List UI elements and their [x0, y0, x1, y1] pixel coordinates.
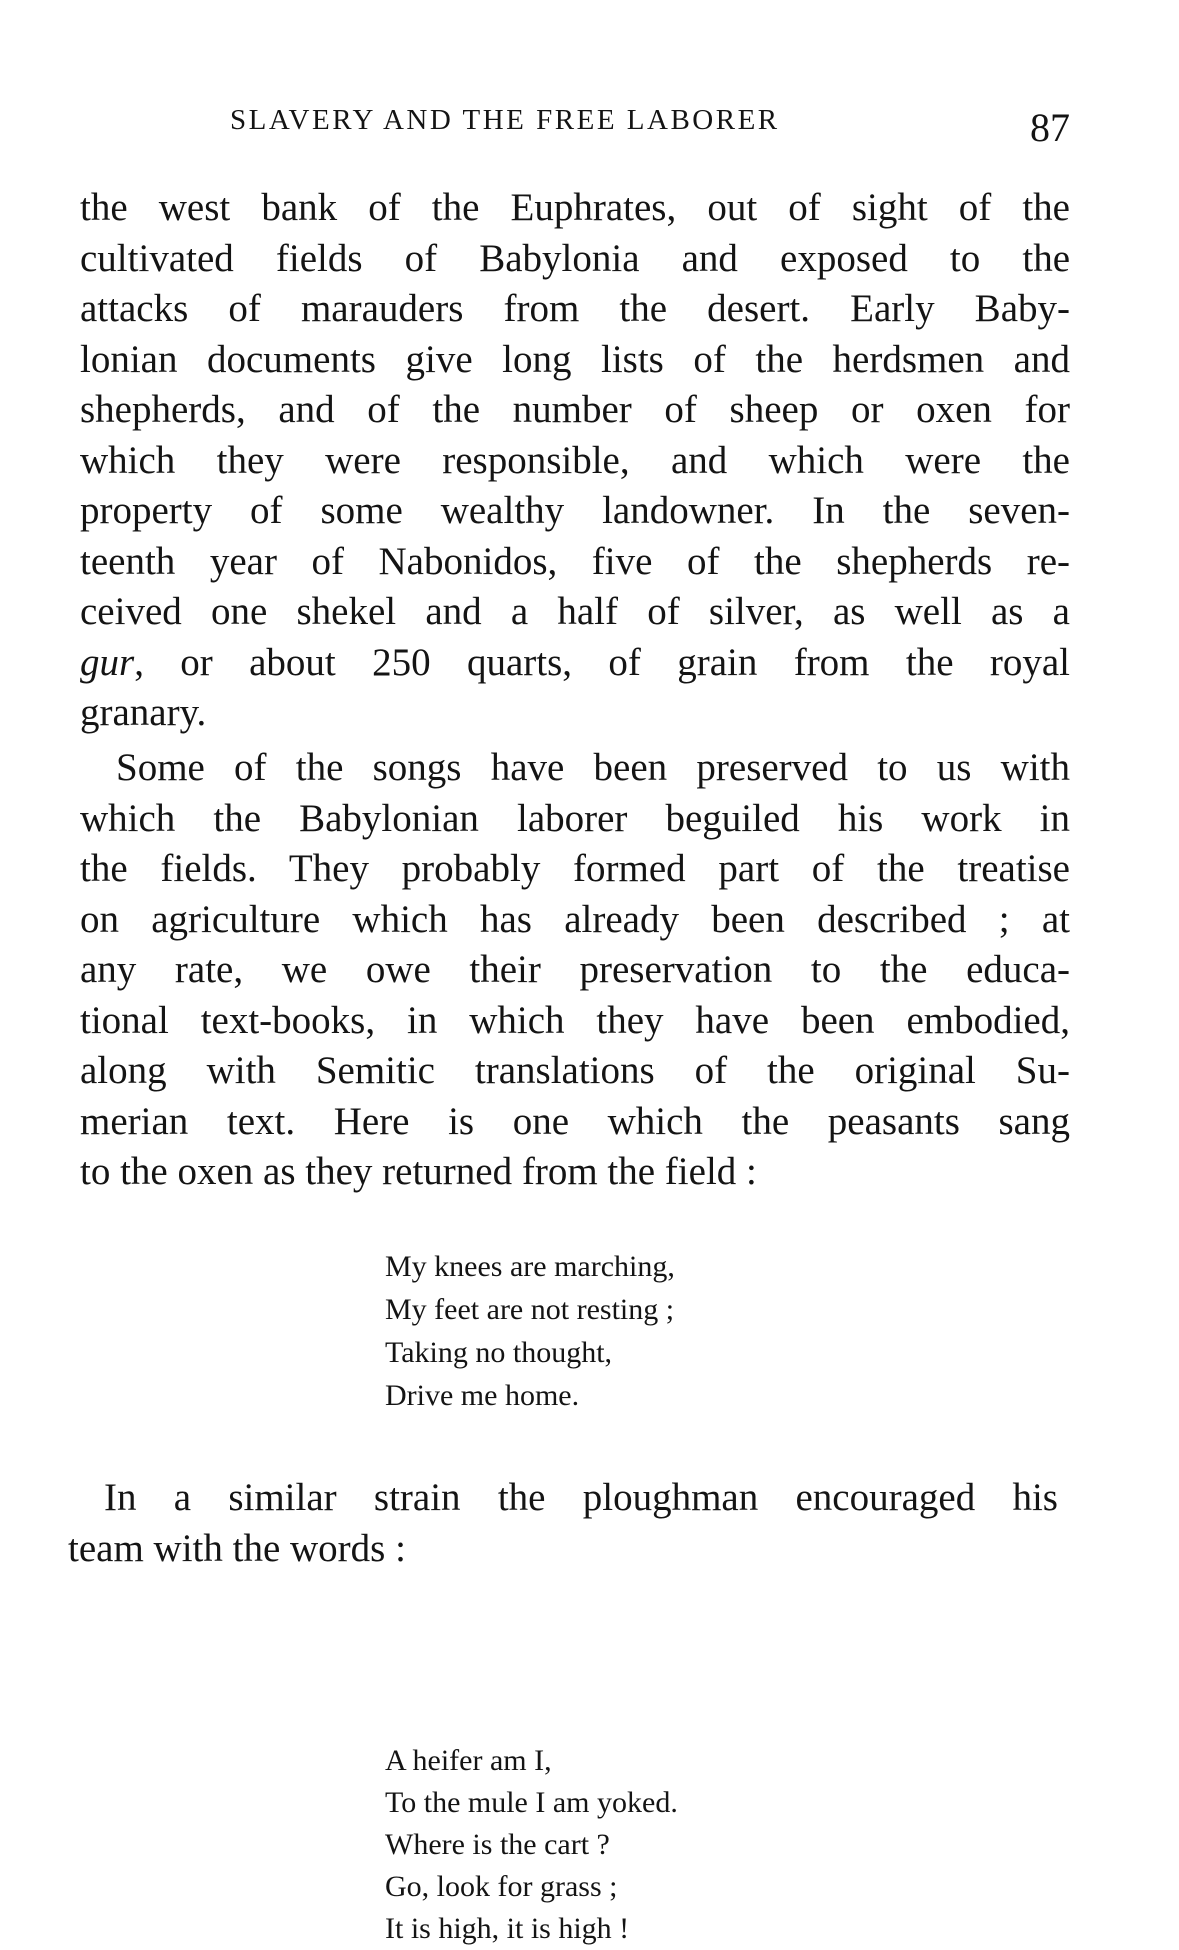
verse-line: A heifer am I, [385, 1744, 552, 1777]
running-head: SLAVERY AND THE FREE LABORER [230, 104, 780, 136]
paragraph-herdsmen [80, 183, 1070, 739]
text-line: tional text-books, in which they have been embodied, [80, 998, 1070, 1042]
verse-line: Taking no thought, [385, 1336, 613, 1369]
text-line: attacks of marauders from the desert. Early Baby- [80, 287, 1070, 330]
text-line: ceived one shekel and a half of silver, as well as a [80, 590, 1070, 633]
text-line: granary. [80, 691, 207, 734]
text-line: the west bank of the Euphrates, out of sight of the [80, 186, 1070, 229]
text-line: cultivated fields of Babylonia and exposed to the [80, 236, 1070, 280]
text-line: lonian documents give long lists of the herdsmen and [80, 337, 1070, 381]
verse-ploughman-song [385, 1740, 678, 1950]
text-line-rest: , or about 250 quarts, of grain from the royal [134, 640, 1070, 684]
text-line: any rate, we owe their preservation to the educa- [80, 948, 1070, 991]
text-line: In a similar strain the ploughman encouraged his [104, 1476, 1058, 1519]
text-line: on agriculture which has already been described ; at [80, 897, 1070, 941]
verse-line: Drive me home. [385, 1379, 580, 1412]
verse-line: To the mule I am yoked. [385, 1786, 678, 1819]
text-line: the fields. They probably formed part of the treatise [80, 847, 1070, 890]
verse-line: My feet are not resting ; [385, 1293, 675, 1326]
page-number: 87 [1030, 105, 1070, 150]
italic-term-gur: gur [80, 640, 135, 684]
verse-line: My knees are marching, [385, 1250, 675, 1283]
text-line: which the Babylonian laborer beguiled his work in [80, 796, 1070, 840]
verse-line: It is high, it is high ! [385, 1912, 630, 1945]
text-line: shepherds, and of the number of sheep or oxen for [80, 388, 1070, 431]
text-line: along with Semitic translations of the original Su- [80, 1049, 1070, 1092]
text-line: Some of the songs have been preserved to us with [116, 746, 1070, 789]
text-line: property of some wealthy landowner. In the seven- [80, 489, 1070, 532]
paragraph-ploughman [68, 1473, 1058, 1574]
text-line: teenth year of Nabonidos, five of the shepherds re- [80, 539, 1070, 583]
text-line [80, 638, 1070, 689]
verse-oxen-song [385, 1245, 675, 1417]
verse-line: Go, look for grass ; [385, 1870, 618, 1903]
text-line: team with the words : [68, 1526, 406, 1570]
text-line: merian text. Here is one which the peasants sang [80, 1099, 1070, 1143]
text-line: which they were responsible, and which were the [80, 438, 1070, 482]
verse-line: Where is the cart ? [385, 1828, 610, 1861]
paragraph-songs [80, 743, 1070, 1198]
text-line: to the oxen as they returned from the field : [80, 1150, 757, 1193]
